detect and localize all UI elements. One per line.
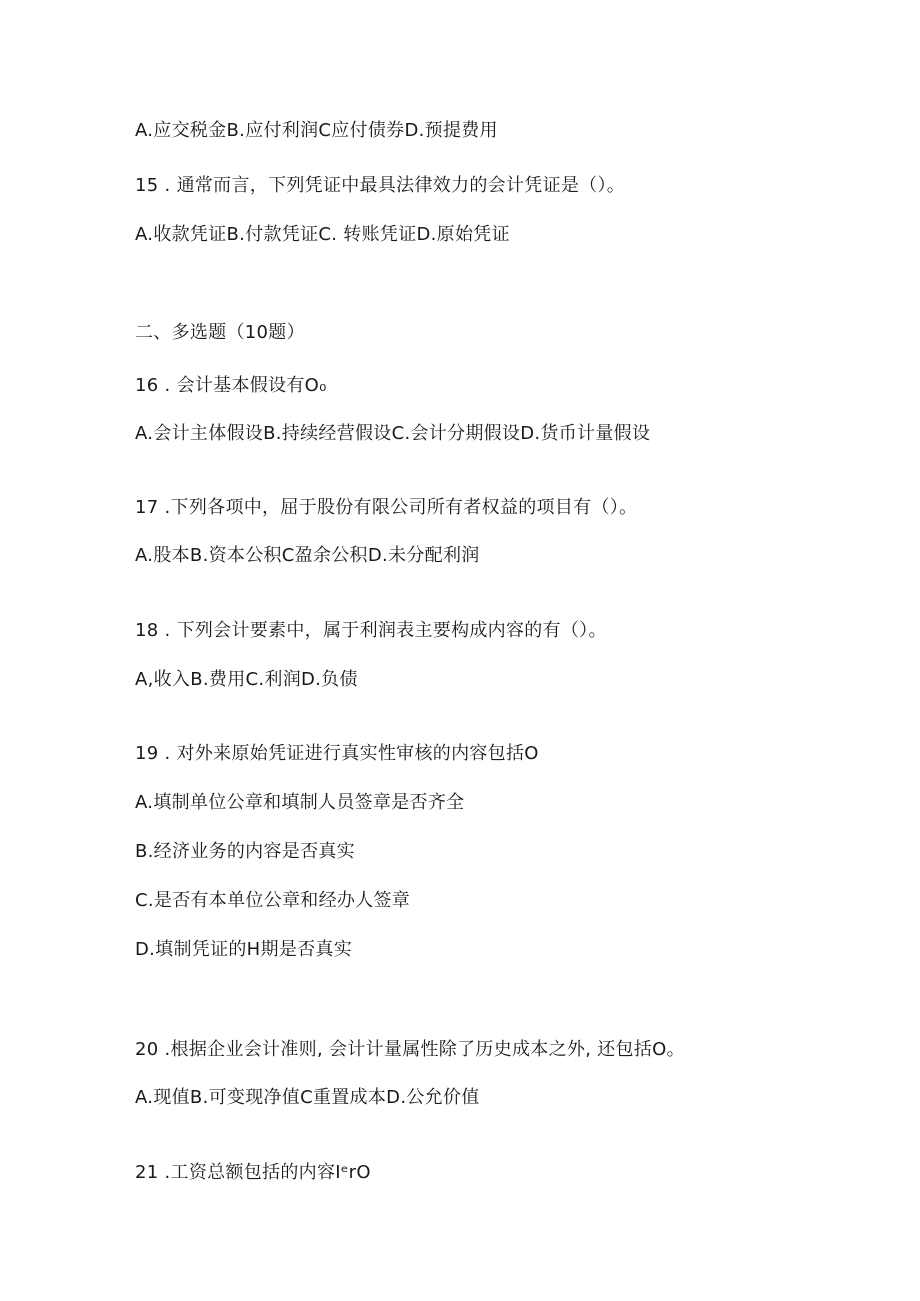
q14-options: A.应交税金B.应付利润C应付债券D.预提费用: [135, 120, 498, 141]
q18-question: 18 . 下列会计要素中，属于利润表主要构成内容的有（）。: [135, 620, 607, 641]
q19-option-c: C.是否有本单位公章和经办人签章: [135, 890, 411, 911]
q19-option-d: D.填制凭证的H期是否真实: [135, 939, 353, 960]
q17-question: 17 .下列各项中，屈于股份有限公司所有者权益的项目有（）。: [135, 497, 638, 518]
section-heading-multiple-choice: 二、多选题（10题）: [135, 322, 305, 343]
q19-option-b: B.经济业务的内容是否真实: [135, 841, 355, 862]
q20-question: 20 .根据企业会计准则, 会计计量属性除了历史成本之外, 还包括O。: [135, 1039, 685, 1060]
q16-question: 16 . 会计基本假设有O₀: [135, 375, 327, 396]
q21-question: 21 .工资总额包括的内容IᵉrO: [135, 1162, 371, 1183]
q16-options: A.会计主体假设B.持续经营假设C.会计分期假设D.货币计量假设: [135, 423, 651, 444]
q18-options: A,收入B.费用C.利润D.负债: [135, 669, 358, 690]
q17-options: A.股本B.资本公积C盈余公积D.未分配利润: [135, 545, 480, 566]
q19-question: 19 . 对外来原始凭证进行真实性审核的内容包括O: [135, 743, 539, 764]
q20-options: A.现值B.可变现净值C重置成本D.公允价值: [135, 1087, 480, 1108]
q15-question: 15 . 通常而言，下列凭证中最具法律效力的会计凭证是（）。: [135, 175, 626, 196]
q15-options: A.收款凭证B.付款凭证C. 转账凭证D.原始凭证: [135, 224, 510, 245]
q19-option-a: A.填制单位公章和填制人员签章是否齐全: [135, 792, 465, 813]
